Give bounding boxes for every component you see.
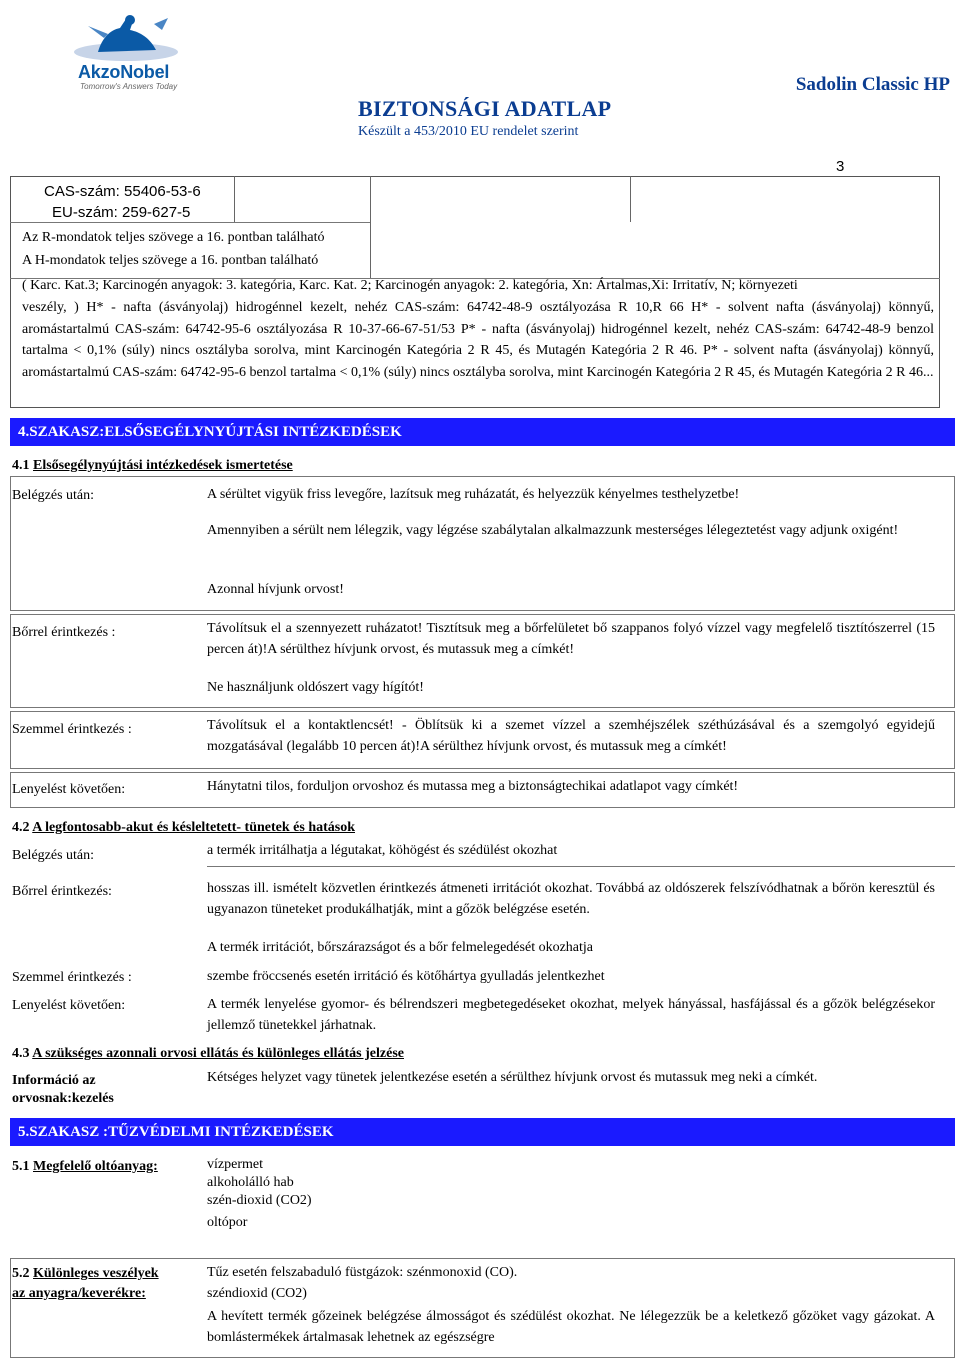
r-phrases-note: Az R-mondatok teljes szövege a 16. pontban található: [22, 230, 325, 245]
subsection-title: A szükséges azonnali orvosi ellátás és különleges ellátás jelzése: [32, 1046, 404, 1061]
skin-text-2: Ne használjunk oldószert vagy hígítót!: [207, 680, 424, 695]
ingestion-text: Hánytatni tilos, forduljon orvoshoz és mutassa meg a biztonságtechikai adatlapot vagy címkét!: [207, 779, 739, 794]
symptom-skin-text-2: A termék irritációt, bőrszárazságot és a bőr felmelegedését okozhatja: [207, 940, 593, 955]
subsection-5-1-title: [12, 1159, 158, 1175]
doctor-info-label-1: Információ az: [12, 1073, 96, 1088]
symptom-ingestion-label: Lenyelést követően:: [12, 998, 126, 1013]
cas-number: CAS-szám: 55406-53-6: [44, 183, 201, 200]
section-4-header: 4.SZAKASZ:ELSŐSEGÉLYNYÚJTÁSI INTÉZKEDÉSEK: [10, 418, 955, 446]
subsection-5-2-title: [12, 1266, 159, 1282]
list-item: oltópor: [207, 1215, 248, 1230]
doctor-info-text: Kétséges helyzet vagy tünetek jelentkezése esetén a sérülthez hívjunk orvost és mutassuk meg neki a címkét.: [207, 1070, 818, 1085]
classification-line: ( Karc. Kat.3; Karcinogén anyagok: 3. kategória, Karc. Kat. 2; Karcinogén anyagok: 2. kategória, Xn: Ártalmas,Xi: Irritatív, N; környezeti: [22, 278, 798, 293]
table-divider: [630, 176, 631, 222]
logo-figure-icon: [58, 8, 188, 68]
symptom-inhalation-label: Belégzés után:: [12, 848, 95, 863]
symptom-skin-text-1: hosszas ill. ismételt közvetlen érintkezés átmeneti irritációt okozhat. Továbbá az oldószerek felszívódhatnak a bőrön keresztül és ugyanazon tüneteket produkálhatják, mint a gőzök belégzése esetén.: [207, 881, 935, 917]
subsection-title: A legfontosabb-akut és késleltetett- tünetek és hatások: [32, 820, 355, 835]
extinguishing-media-list: [207, 1154, 935, 1234]
subsection-4-1-title: [12, 458, 293, 474]
product-name: Sadolin Classic HP: [795, 74, 950, 95]
symptom-skin-label: Bőrrel érintkezés:: [12, 884, 112, 899]
subsection-4-2-title: [12, 820, 355, 836]
eu-number: EU-szám: 259-627-5: [52, 204, 191, 221]
hazards-text-3: A hevített termék gőzeinek belégzése álmosságot és szédülést okozhat. Ne lélegezzük be a keletkező gőzöket vagy gázokat. A bomlástermékek ártalmasak lehetnek az egészségre: [207, 1309, 935, 1345]
list-item: vízpermet: [207, 1157, 263, 1172]
subsection-number: 5.2: [12, 1266, 30, 1281]
field-underline: [207, 866, 955, 867]
subsection-title: Elsősegélynyújtási intézkedések ismertetése: [33, 458, 293, 473]
symptom-eye-text: szembe fröccsenés esetén irritáció és kötőhártya gyulladás jelentkezhet: [207, 969, 605, 984]
inhalation-text-3: Azonnal hívjunk orvost!: [207, 582, 344, 597]
inhalation-text-2: Amennyiben a sérült nem lélegzik, vagy légzése szabálytalan alkalmazzunk mesterséges lélegeztetést vagy adjunk oxigént!: [207, 523, 899, 538]
subsection-number: 4.3: [12, 1046, 30, 1061]
hazards-text-1: Tűz esetén felszabaduló füstgázok: szénmonoxid (CO).: [207, 1265, 518, 1280]
page-number: 3: [836, 158, 845, 175]
document-title: BIZTONSÁGI ADATLAP: [358, 96, 612, 121]
section-5-header: 5.SZAKASZ :TŰZVÉDELMI INTÉZKEDÉSEK: [10, 1118, 955, 1146]
classification-paragraph: veszély, ) H* - nafta (ásványolaj) hidrogénnel kezelt, nehéz CAS-szám: 64742-48-9 osztályozása R 10,R 66 H* - solvent nafta (ásványolaj) könnyű, aromástartalmú CAS-szám: 64742-95-6 osztályozása R 10-37-66-67-51/53 P* - nafta (ásványolaj) hidrogénnel kezelt, nehéz CAS-szám: 64742-48-9 benzol tartalma < 0,1% (súly) nincs osztályba sorolva, mint Karcinogén Kategória 2 R 45, és Mutagén Kategória 2 R 46. P* - solvent nafta (ásványolaj) könnyű, aromástartalmú CAS-szám: 64742-95-6 benzol tartalma < 0,1% (súly) nincs osztályba sorolva, mint Karcinogén Kategória 2 R 45, és Mutagén Kategória 2 R 46...: [22, 300, 934, 380]
subsection-title: Különleges veszélyek: [33, 1266, 159, 1281]
subsection-title: Megfelelő oltóanyag:: [33, 1159, 158, 1174]
subsection-title: az anyagra/keverékre:: [12, 1286, 146, 1301]
subsection-number: 5.1: [12, 1159, 30, 1174]
h-phrases-note: A H-mondatok teljes szövege a 16. pontban található: [22, 253, 319, 268]
symptom-inhalation-text: a termék irritálhatja a légutakat, köhögést és szédülést okozhat: [207, 843, 558, 858]
document-subtitle: Készült a 453/2010 EU rendelet szerint: [358, 124, 579, 139]
symptom-eye-label: Szemmel érintkezés :: [12, 970, 132, 985]
skin-text-1: Távolítsuk el a szennyezett ruházatot! Tisztítsuk meg a bőrfelületet bő szappanos folyó vízzel vagy megfelelő tisztítószerrel (15 percen át)!A sérülthez hívjunk orvost, és mutassuk meg a címkét!: [207, 621, 935, 657]
table-divider: [234, 176, 235, 222]
logo-tagline: Tomorrow's Answers Today: [80, 82, 178, 91]
inhalation-text-1: A sérültet vigyük friss levegőre, lazítsuk meg ruházatát, és helyezzük kényelmes testhelyzetbe!: [207, 487, 740, 502]
subsection-4-3-title: [12, 1046, 404, 1062]
eye-label: Szemmel érintkezés :: [12, 722, 132, 737]
doctor-info-label-2: orvosnak:kezelés: [12, 1091, 114, 1106]
ingestion-label: Lenyelést követően:: [12, 782, 126, 797]
list-item: szén-dioxid (CO2): [207, 1193, 312, 1208]
hazards-text-2: széndioxid (CO2): [207, 1286, 307, 1301]
subsection-5-2-title-cont: [12, 1286, 146, 1302]
table-divider: [370, 176, 371, 278]
logo-name: AkzoNobel: [78, 62, 170, 82]
subsection-number: 4.1: [12, 458, 30, 473]
skin-label: Bőrrel érintkezés :: [12, 625, 116, 640]
eye-text: Távolítsuk el a kontaktlencsét! - Öblítsük ki a szemet vízzel a szemhéjszélek széthúzásával és a szemgolyó egyidejű mozgatásával (legalább 10 percen át)!A sérülthez hívjunk orvost, és mutassuk meg a címkét!: [207, 718, 935, 754]
table-divider: [10, 222, 370, 223]
inhalation-label: Belégzés után:: [12, 488, 95, 503]
symptom-ingestion-text: A termék lenyelése gyomor- és bélrendszeri megbetegedéseket okozhat, melyek hányással, hasfájással és a gőzök belégzésekor jellemző tünetekkel járhatnak.: [207, 997, 935, 1033]
subsection-number: 4.2: [12, 820, 30, 835]
list-item: alkoholálló hab: [207, 1175, 294, 1190]
